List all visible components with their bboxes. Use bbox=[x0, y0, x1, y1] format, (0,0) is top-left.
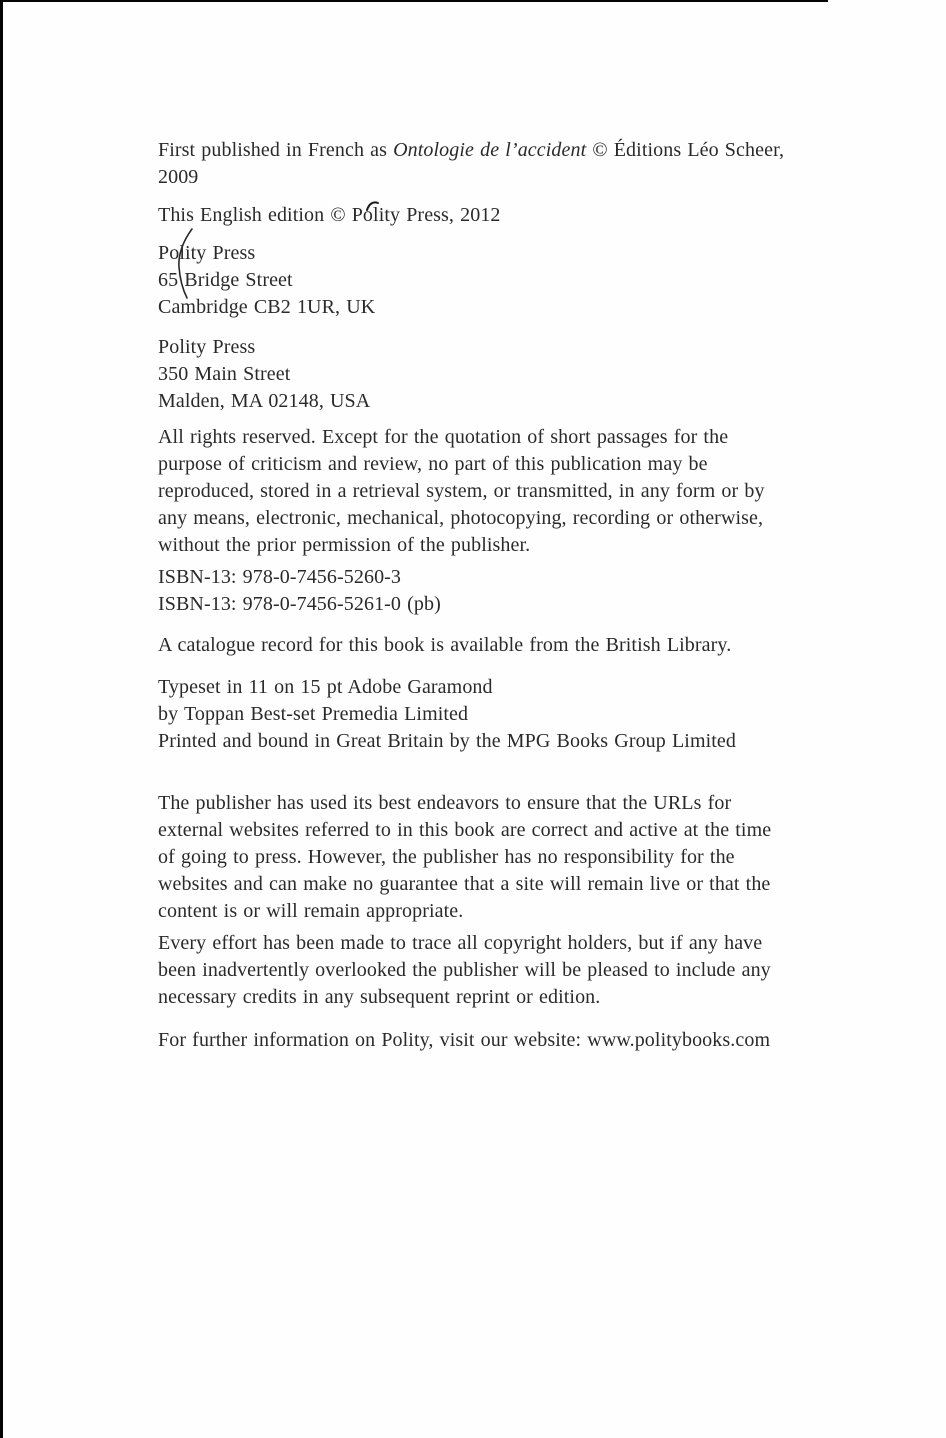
original-title-italic: Ontologie de l’accident bbox=[393, 139, 587, 161]
isbn-block bbox=[158, 564, 838, 618]
english-edition-line: This English edition © Polity Press, 2012 bbox=[158, 204, 501, 226]
urls-notice-line: of going to press. However, the publisher has no responsibility for the bbox=[158, 846, 735, 868]
catalogue-record-paragraph bbox=[158, 632, 838, 659]
publisher-city: Malden, MA 02148, USA bbox=[158, 390, 371, 412]
isbn-paperback: ISBN-13: 978-0-7456-5261-0 (pb) bbox=[158, 593, 441, 615]
publisher-name: Polity Press bbox=[158, 336, 256, 358]
urls-notice-line: external websites referred to in this book are correct and active at the time bbox=[158, 819, 772, 841]
scan-edge-top bbox=[0, 0, 828, 2]
typeset-block bbox=[158, 674, 838, 755]
publisher-street: 65 Bridge Street bbox=[158, 269, 293, 291]
credits-notice-paragraph bbox=[158, 930, 838, 1011]
typeset-line: Typeset in 11 on 15 pt Adobe Garamond bbox=[158, 676, 493, 698]
english-edition-paragraph bbox=[158, 202, 838, 229]
urls-notice-paragraph bbox=[158, 790, 838, 925]
publisher-address-uk bbox=[158, 240, 838, 321]
first-published-year: 2009 bbox=[158, 166, 199, 188]
rights-line: any means, electronic, mechanical, photocopying, recording or otherwise, bbox=[158, 507, 764, 529]
further-info-line: For further information on Polity, visit our website: www.politybooks.com bbox=[158, 1029, 771, 1051]
publisher-name: Polity Press bbox=[158, 242, 256, 264]
publisher-address-us bbox=[158, 334, 838, 415]
publisher-city: Cambridge CB2 1UR, UK bbox=[158, 296, 376, 318]
first-published-suffix: © Éditions Léo Scheer, bbox=[586, 139, 785, 161]
catalogue-record-line: A catalogue record for this book is available from the British Library. bbox=[158, 634, 732, 656]
first-published-line bbox=[158, 137, 838, 164]
credits-notice-line: necessary credits in any subsequent reprint or edition. bbox=[158, 986, 601, 1008]
urls-notice-line: websites and can make no guarantee that a site will remain live or that the bbox=[158, 873, 771, 895]
rights-line: reproduced, stored in a retrieval system, or transmitted, in any form or by bbox=[158, 480, 765, 502]
isbn-hardback: ISBN-13: 978-0-7456-5260-3 bbox=[158, 566, 402, 588]
typeset-line: Printed and bound in Great Britain by the MPG Books Group Limited bbox=[158, 730, 736, 752]
rights-notice-paragraph bbox=[158, 424, 838, 559]
typeset-line: by Toppan Best-set Premedia Limited bbox=[158, 703, 469, 725]
rights-line: All rights reserved. Except for the quotation of short passages for the bbox=[158, 426, 729, 448]
rights-line: without the prior permission of the publisher. bbox=[158, 534, 531, 556]
imprint-text-column bbox=[158, 137, 838, 1054]
urls-notice-line: content is or will remain appropriate. bbox=[158, 900, 464, 922]
urls-notice-line: The publisher has used its best endeavors to ensure that the URLs for bbox=[158, 792, 732, 814]
credits-notice-line: been inadvertently overlooked the publisher will be pleased to include any bbox=[158, 959, 771, 981]
credits-notice-line: Every effort has been made to trace all copyright holders, but if any have bbox=[158, 932, 763, 954]
further-info-paragraph bbox=[158, 1027, 838, 1054]
first-published-paragraph bbox=[158, 137, 838, 191]
scan-edge-left bbox=[0, 0, 3, 1438]
first-published-prefix: First published in French as bbox=[158, 139, 394, 161]
rights-line: purpose of criticism and review, no part of this publication may be bbox=[158, 453, 708, 475]
publisher-street: 350 Main Street bbox=[158, 363, 291, 385]
